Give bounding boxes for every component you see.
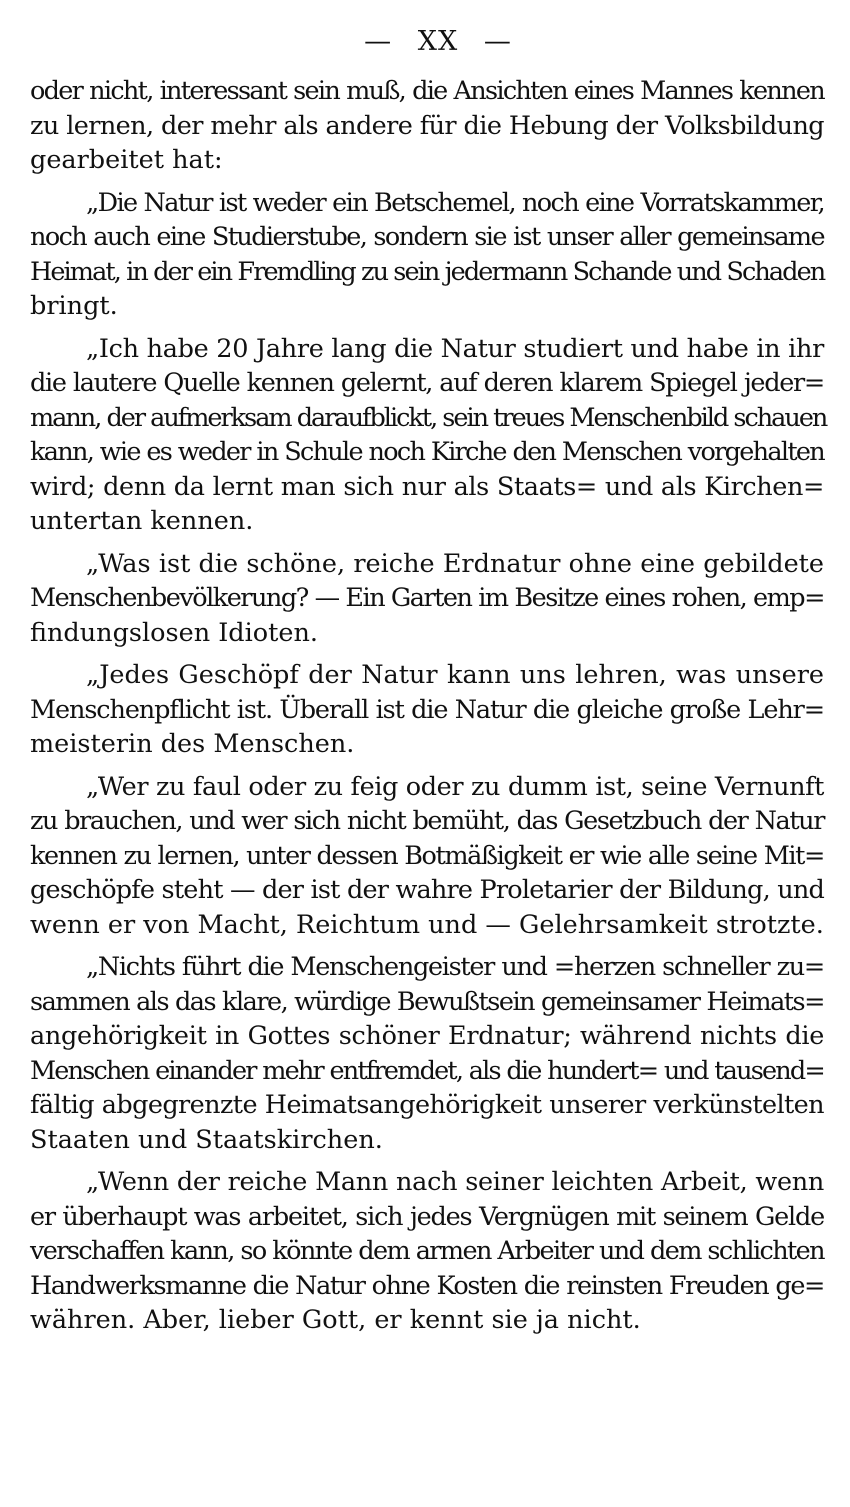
text-line: Handwerksmanne die Natur ohne Kosten die reinsten Freuden ge= xyxy=(30,1270,824,1301)
quote-paragraph xyxy=(30,770,824,943)
text-line: „Jedes Geschöpf der Natur kann uns lehren, was unsere xyxy=(86,660,824,690)
text-line: kennen zu lernen, unter dessen Botmäßigkeit er wie alle seine Mit= xyxy=(30,840,824,871)
text-line: noch auch eine Studierstube, sondern sie ist unser aller gemeinsame xyxy=(30,222,824,252)
text-line: fältig abgegrenzte Heimatsangehörigkeit unserer verkünstelten xyxy=(30,1090,824,1120)
quote-paragraph xyxy=(30,950,824,1157)
text-line: „Wer zu faul oder zu feig oder zu dumm ist, seine Vernunft xyxy=(86,771,824,802)
text-line: meisterin des Menschen. xyxy=(30,729,355,759)
quote-paragraph xyxy=(30,658,824,762)
text-line: bringt. xyxy=(30,291,118,321)
text-line: oder nicht, interessant sein muß, die Ansichten eines Mannes kennen xyxy=(30,76,824,106)
text-line: wenn er von Macht, Reichtum und — Gelehrsamkeit strotzte. xyxy=(30,909,824,940)
page-number: XX xyxy=(417,26,459,57)
text-line: „Nichts führt die Menschengeister und =herzen schneller zu= xyxy=(86,952,824,982)
text-line: Menschenpflicht ist. Überall ist die Natur die gleiche große Lehr= xyxy=(30,694,824,725)
text-line: währen. Aber, lieber Gott, er kennt sie ja nicht. xyxy=(30,1305,641,1335)
text-line: findungslosen Idioten. xyxy=(30,617,318,648)
text-line: zu brauchen, und wer sich nicht bemüht, das Gesetzbuch der Natur xyxy=(30,806,824,836)
text-line: „Ich habe 20 Jahre lang die Natur studiert und habe in ihr xyxy=(86,333,824,364)
text-line: Menschen einander mehr entfremdet, als die hundert= und tausend= xyxy=(30,1055,824,1086)
text-line: mann, der aufmerksam daraufblickt, sein treues Menschenbild schauen xyxy=(30,402,827,433)
body-text xyxy=(30,74,827,1338)
text-line: Menschenbevölkerung? — Ein Garten im Besitze eines rohen, emp= xyxy=(30,583,824,613)
text-line: gearbeitet hat: xyxy=(30,145,223,175)
text-line: „Die Natur ist weder ein Betschemel, noch eine Vorratskammer, xyxy=(86,187,824,218)
text-line: angehörigkeit in Gottes schöner Erdnatur; während nichts die xyxy=(30,1021,824,1051)
text-line: die lautere Quelle kennen gelernt, auf deren klarem Spiegel jeder= xyxy=(30,368,824,398)
quote-paragraph xyxy=(30,332,827,539)
text-line: verschaffen kann, so könnte dem armen Arbeiter und dem schlichten xyxy=(30,1236,824,1266)
text-line: sammen als das klare, würdige Bewußtsein gemeinsamer Heimats= xyxy=(30,986,824,1017)
quote-paragraph xyxy=(30,186,824,324)
paragraph xyxy=(30,74,824,178)
page-header xyxy=(30,22,824,62)
text-line: zu lernen, der mehr als andere für die Hebung der Volksbildung xyxy=(30,110,824,141)
header-dash-right: — xyxy=(483,26,512,57)
text-line: er überhaupt was arbeitet, sich jedes Vergnügen mit seinem Gelde xyxy=(30,1201,824,1232)
text-line: „Was ist die schöne, reiche Erdnatur ohne eine gebildete xyxy=(86,548,824,579)
book-page xyxy=(30,22,827,1346)
quote-paragraph xyxy=(30,547,824,651)
text-line: „Wenn der reiche Mann nach seiner leichten Arbeit, wenn xyxy=(86,1167,824,1197)
text-line: kann, wie es weder in Schule noch Kirche den Menschen vorgehalten xyxy=(30,437,824,467)
header-dash-left: — xyxy=(364,26,393,57)
text-line: Heimat, in der ein Fremdling zu sein jedermann Schande und Schaden xyxy=(30,256,825,287)
text-line: untertan kennen. xyxy=(30,506,254,536)
quote-paragraph xyxy=(30,1165,824,1338)
text-line: Staaten und Staatskirchen. xyxy=(30,1124,383,1155)
text-line: wird; denn da lernt man sich nur als Staats= und als Kirchen= xyxy=(30,471,824,502)
text-line: geschöpfe steht — der ist der wahre Proletarier der Bildung, und xyxy=(30,875,824,905)
